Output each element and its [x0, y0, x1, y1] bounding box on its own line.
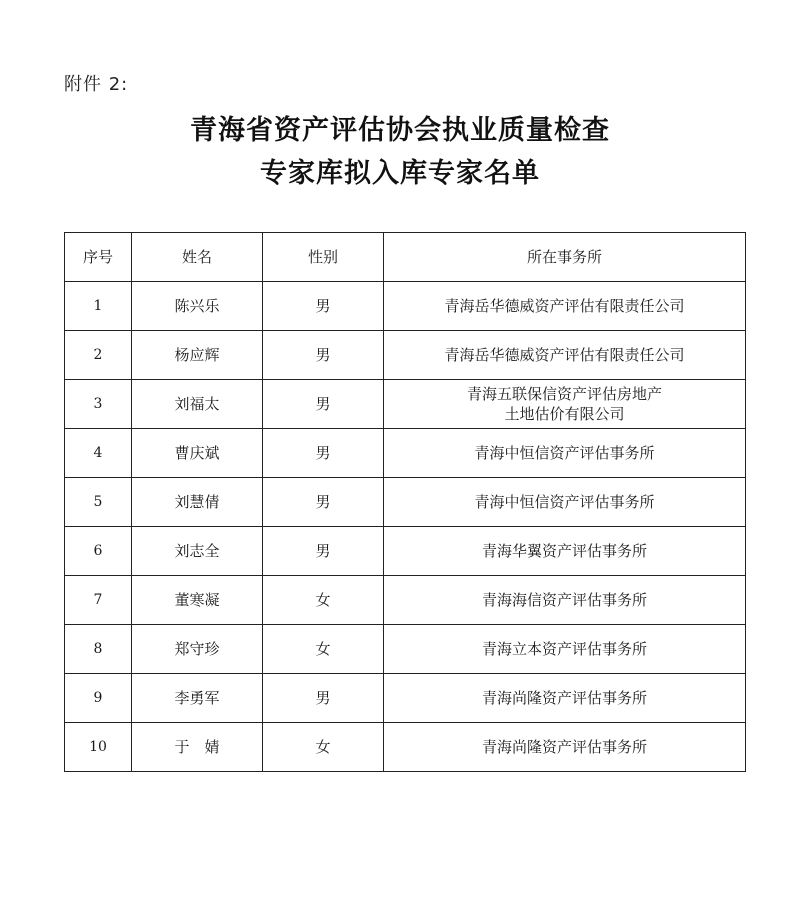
cell-firm: [384, 478, 746, 527]
cell-firm: [384, 282, 746, 331]
table-body: [65, 282, 746, 772]
cell-gender: 男: [263, 380, 384, 429]
cell-name: 董寒凝: [132, 576, 263, 625]
firm-name-line: 青海中恒信资产评估事务所: [474, 444, 655, 462]
firm-name-line: 青海五联保信资产评估房地产: [466, 385, 662, 403]
firm-name-line: 土地估价有限公司: [504, 405, 625, 423]
table-row: [65, 527, 746, 576]
table-row: [65, 429, 746, 478]
table-row: [65, 478, 746, 527]
cell-name: 刘慧倩: [132, 478, 263, 527]
cell-firm: [384, 723, 746, 772]
cell-name: 曹庆斌: [132, 429, 263, 478]
cell-name: 李勇军: [132, 674, 263, 723]
cell-firm: [384, 674, 746, 723]
cell-gender: 男: [263, 429, 384, 478]
firm-name-line: 青海立本资产评估事务所: [481, 640, 647, 658]
cell-firm: [384, 331, 746, 380]
cell-no: 1: [65, 282, 132, 331]
cell-gender: 男: [263, 527, 384, 576]
cell-firm: [384, 625, 746, 674]
cell-firm: [384, 527, 746, 576]
cell-firm: [384, 429, 746, 478]
firm-name-line: 青海岳华德威资产评估有限责任公司: [444, 346, 685, 364]
firm-name-line: 青海中恒信资产评估事务所: [474, 493, 655, 511]
cell-no: 4: [65, 429, 132, 478]
cell-name: 杨应辉: [132, 331, 263, 380]
cell-gender: 男: [263, 282, 384, 331]
firm-name-line: 青海尚隆资产评估事务所: [481, 689, 647, 707]
document-title-line-2: 专家库拟入库专家名单: [260, 158, 540, 189]
table-row: [65, 674, 746, 723]
firm-name-line: 青海海信资产评估事务所: [481, 591, 647, 609]
cell-gender: 男: [263, 478, 384, 527]
cell-no: 5: [65, 478, 132, 527]
firm-name-line: 青海尚隆资产评估事务所: [481, 738, 647, 756]
cell-name: 郑守珍: [132, 625, 263, 674]
cell-no: 7: [65, 576, 132, 625]
cell-no: 10: [65, 723, 132, 772]
cell-gender: 男: [263, 674, 384, 723]
attachment-label: 附件 2:: [64, 74, 129, 95]
firm-name-line: 青海华翼资产评估事务所: [481, 542, 647, 560]
cell-no: 2: [65, 331, 132, 380]
cell-firm: [384, 380, 746, 429]
cell-no: 8: [65, 625, 132, 674]
header-gender: 性别: [263, 233, 384, 282]
table-header-row: [65, 233, 746, 282]
cell-name: 于 婧: [132, 723, 263, 772]
table-row: [65, 331, 746, 380]
table-row: [65, 576, 746, 625]
cell-name: 陈兴乐: [132, 282, 263, 331]
header-name: 姓名: [132, 233, 263, 282]
cell-name: 刘志全: [132, 527, 263, 576]
cell-firm: [384, 576, 746, 625]
cell-name: 刘福太: [132, 380, 263, 429]
table-row: [65, 380, 746, 429]
cell-gender: 女: [263, 723, 384, 772]
table-row: [65, 625, 746, 674]
table-row: [65, 723, 746, 772]
cell-gender: 女: [263, 625, 384, 674]
header-firm: 所在事务所: [384, 233, 746, 282]
cell-no: 3: [65, 380, 132, 429]
header-no: 序号: [65, 233, 132, 282]
document-title-line-1: 青海省资产评估协会执业质量检查: [190, 115, 610, 146]
cell-gender: 男: [263, 331, 384, 380]
cell-no: 9: [65, 674, 132, 723]
cell-gender: 女: [263, 576, 384, 625]
expert-roster-table: [64, 232, 746, 772]
cell-no: 6: [65, 527, 132, 576]
table-row: [65, 282, 746, 331]
firm-name-line: 青海岳华德威资产评估有限责任公司: [444, 297, 685, 315]
